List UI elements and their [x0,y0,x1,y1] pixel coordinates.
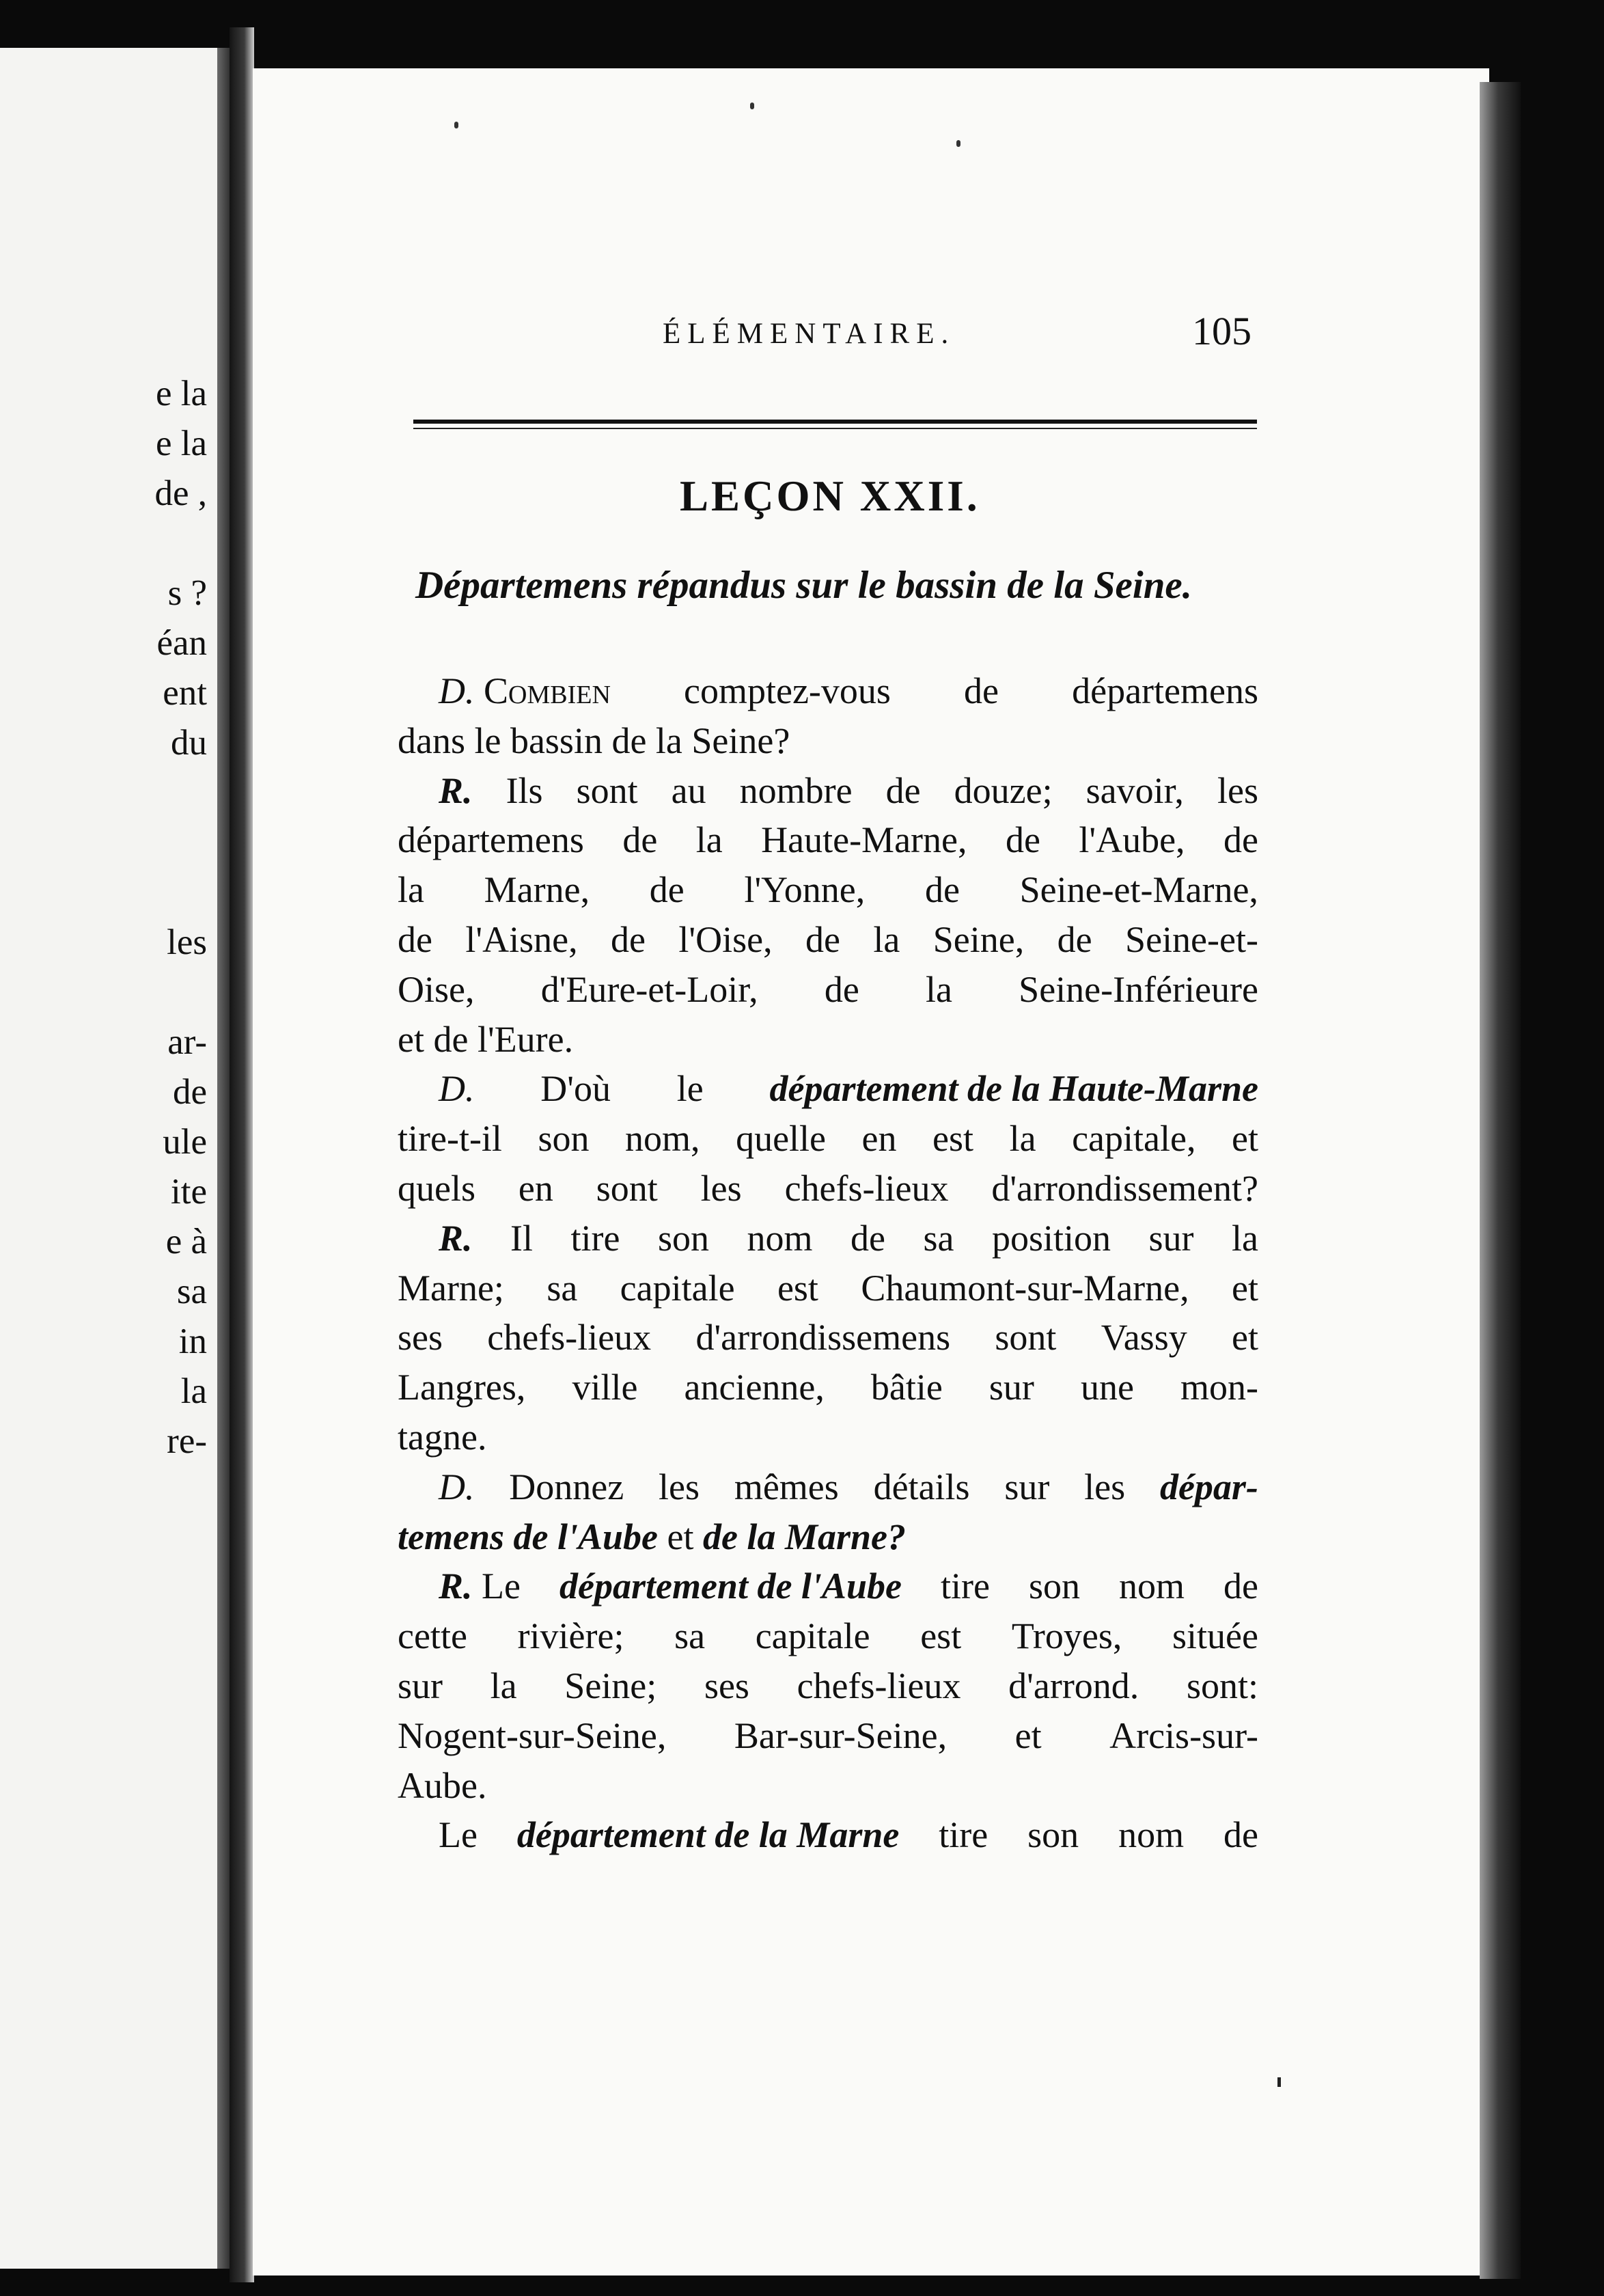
word: quels [398,1167,475,1209]
text-line [398,1164,1258,1214]
word: de [622,819,658,861]
text-line [398,965,1258,1015]
word: position [991,1217,1111,1259]
word: les [659,1466,700,1507]
word: en [861,1118,897,1160]
text-line [398,666,1258,716]
word: tire [939,1814,988,1856]
left-fragment-line [70,968,207,1017]
word: sa [923,1217,954,1259]
word: Seine-Inférieure [1019,968,1258,1010]
left-fragment-line: de [172,1072,207,1112]
word: nom [747,1217,813,1259]
word: d'arrondissement? [991,1167,1258,1209]
word: sont: [1186,1665,1258,1706]
lesson-title: LEÇON XXII. [680,472,980,520]
word: de [805,918,840,960]
word: la [1232,1217,1258,1259]
left-fragment-line: e la [155,424,207,463]
word: mêmes [734,1466,839,1507]
text-line [398,1363,1258,1412]
word: les [700,1167,742,1209]
word: Vassy [1101,1317,1187,1358]
word: les [1084,1466,1126,1507]
text-line [398,1611,1258,1661]
word: de [1223,1566,1258,1607]
word: d'arrondissemens [695,1317,951,1358]
word: Oise, [398,968,475,1010]
text-line [398,1114,1258,1164]
text-line [398,815,1258,865]
word: départemens [1072,670,1258,711]
word: savoir, [1086,769,1184,811]
word: départemens [398,819,584,861]
word: de [1223,819,1258,861]
text-line [398,1462,1258,1512]
word: de [924,869,960,911]
lead-word: Combien [484,670,611,711]
left-fragment-line: re- [167,1421,207,1461]
word: comptez-vous [684,670,891,711]
word: sont [576,769,638,811]
italic-phrase: département de l'Aube [559,1566,902,1607]
word: Troyes, [1011,1615,1122,1657]
word: le [676,1068,704,1110]
page-number: 105 [1192,309,1252,353]
word: tire [570,1217,620,1259]
word: la [695,819,723,861]
book-gutter [230,27,254,2282]
word: et [1232,1118,1258,1160]
left-fragment-line: s ? [167,573,207,613]
word: tire-t-il [398,1118,502,1160]
left-fragment-line: ar- [167,1022,207,1062]
text-line [398,766,1258,816]
word: ville [572,1367,638,1408]
line-text: dans le bassin de la Seine? [398,720,790,761]
word: son [1027,1814,1079,1856]
word: Il [510,1217,534,1259]
word: D'où [540,1068,611,1110]
word: Langres, [398,1367,526,1408]
left-fragment-line: les [167,922,207,962]
left-fragment-line: éan [156,623,207,663]
word: son [1028,1566,1080,1607]
text-line [398,1661,1258,1711]
left-facing-page [0,48,222,2269]
word: Seine-et-Marne, [1019,869,1258,911]
word: nom, [625,1118,700,1160]
word: capitale, [1072,1118,1196,1160]
word: au [671,769,706,811]
lesson-subtitle: Départemens répandus sur le bassin de la Seine. [415,564,1192,607]
word: Marne, [484,869,590,911]
word: la [1009,1118,1036,1160]
word: située [1172,1615,1258,1657]
text-line [398,1263,1258,1313]
word: l'Aisne, [465,918,578,960]
text-line [398,1761,1258,1811]
left-fragment-line: sa [176,1272,207,1311]
word: Seine, [932,918,1025,960]
word: nom [1118,1566,1185,1607]
word-group [439,666,611,716]
text-line [398,1810,1258,1860]
left-fragment-line [70,868,207,918]
word: de [1005,819,1040,861]
text-line [398,716,1258,766]
word: et [1014,1714,1042,1756]
word: de [611,918,646,960]
word: Ils [506,769,543,811]
text-line [398,1561,1258,1611]
dust-speck [750,102,754,109]
left-fragment-line: la [180,1371,207,1411]
left-fragment-line: ule [163,1122,207,1162]
word: Bar-sur-Seine, [734,1714,948,1756]
word: sur [398,1665,443,1706]
line-text: et de l'Eure. [398,1018,574,1060]
word: chefs-lieux [784,1167,949,1209]
header-rule-thick [413,420,1257,424]
text-line [398,1214,1258,1263]
word: mon- [1180,1367,1258,1408]
word: Nogent-sur-Seine, [398,1714,667,1756]
word: ses [704,1665,749,1706]
word: les [1217,769,1258,811]
word: et [1232,1317,1258,1358]
word: de [1057,918,1092,960]
word: est [932,1118,974,1160]
word: de [649,869,685,911]
running-title: ÉLÉMENTAIRE. [663,318,956,350]
dust-speck [454,122,458,128]
word: tire [940,1566,990,1607]
answer-marker: R. [439,1217,473,1259]
text-line [398,865,1258,915]
word: cette [398,1615,467,1657]
word: bâtie [870,1367,943,1408]
word: l'Aube, [1079,819,1185,861]
word: son [538,1118,590,1160]
text-line [398,1313,1258,1363]
word: rivière; [517,1615,624,1657]
word: sur [1004,1466,1050,1507]
word: Seine; [564,1665,657,1706]
word: son [658,1217,710,1259]
word: de [885,769,921,811]
line-text: tagne. [398,1416,487,1458]
word: l'Yonne, [744,869,866,911]
page-right-edge-shadow [1480,82,1521,2279]
word: de [851,1217,885,1259]
word: et [1232,1267,1258,1309]
left-fragment-line: du [171,723,207,763]
print-mark [1277,2077,1281,2087]
word: sur [1148,1217,1194,1259]
word: ses [398,1317,443,1358]
word: Marne; [398,1267,504,1309]
line-text: Aube. [398,1764,487,1806]
question-marker: D. [439,1068,475,1110]
word: en [518,1167,553,1209]
body-text [398,666,1258,1860]
word: chefs-lieux [487,1317,652,1358]
word: est [920,1615,962,1657]
word: douze; [954,769,1053,811]
word: chefs-lieux [797,1665,961,1706]
word: ancienne, [684,1367,825,1408]
word: la [490,1665,517,1706]
word: l'Oise, [678,918,773,960]
left-fragment-line [70,818,207,868]
word: Arcis-sur- [1109,1714,1258,1756]
word: de [824,968,859,1010]
text-line [398,1412,1258,1462]
word: la [925,968,952,1010]
left-fragment-line: ite [171,1172,207,1212]
word: sont [995,1317,1057,1358]
word: d'Eure-et-Loir, [540,968,758,1010]
word: Seine-et- [1125,918,1258,960]
left-fragment-line: de , [154,474,207,513]
text-line [398,915,1258,965]
word: capitale [620,1267,735,1309]
word: sa [674,1615,706,1657]
left-fragment-line: ent [163,673,207,713]
italic-phrase: département de la Marne [516,1814,900,1856]
left-fragment-line [70,519,207,569]
answer-marker: R. [439,769,473,811]
header-rule-thin [413,428,1257,429]
word: d'arrond. [1008,1665,1139,1706]
word: capitale [755,1615,870,1657]
word: et [667,1516,694,1557]
word: Donnez [509,1466,624,1507]
word: une [1080,1367,1134,1408]
question-marker: D. [439,670,475,711]
text-line [398,1512,1258,1562]
word: de [1223,1814,1258,1856]
dust-speck [956,140,960,147]
word: quelle [736,1118,827,1160]
word: nom [1118,1814,1185,1856]
italic-phrase: dépar- [1159,1466,1258,1507]
word: sont [596,1167,658,1209]
italic-phrase: de la Marne? [702,1516,906,1557]
word-group [439,1561,521,1611]
italic-phrase: département de la Haute-Marne [769,1068,1258,1110]
left-page-fragments [70,369,207,1466]
left-fragment-line: e la [155,374,207,413]
word: de [964,670,999,711]
text-line [398,1015,1258,1065]
word: sa [547,1267,578,1309]
italic-phrase: temens de l'Aube [398,1516,658,1557]
word: détails [873,1466,970,1507]
word: nombre [739,769,853,811]
word: de [398,918,432,960]
word: est [777,1267,818,1309]
word: sur [988,1367,1034,1408]
word: la [873,918,900,960]
text-line [398,1064,1258,1114]
question-marker: D. [439,1466,475,1507]
word: la [398,869,424,911]
word: Chaumont-sur-Marne, [861,1267,1189,1309]
word: Le [439,1814,478,1856]
left-fragment-line: in [178,1322,207,1361]
left-fragment-line: e à [165,1222,207,1261]
word: Le [482,1566,521,1607]
left-fragment-line [70,768,207,818]
word: Haute-Marne, [761,819,967,861]
text-line [398,1711,1258,1761]
answer-marker: R. [439,1566,473,1607]
